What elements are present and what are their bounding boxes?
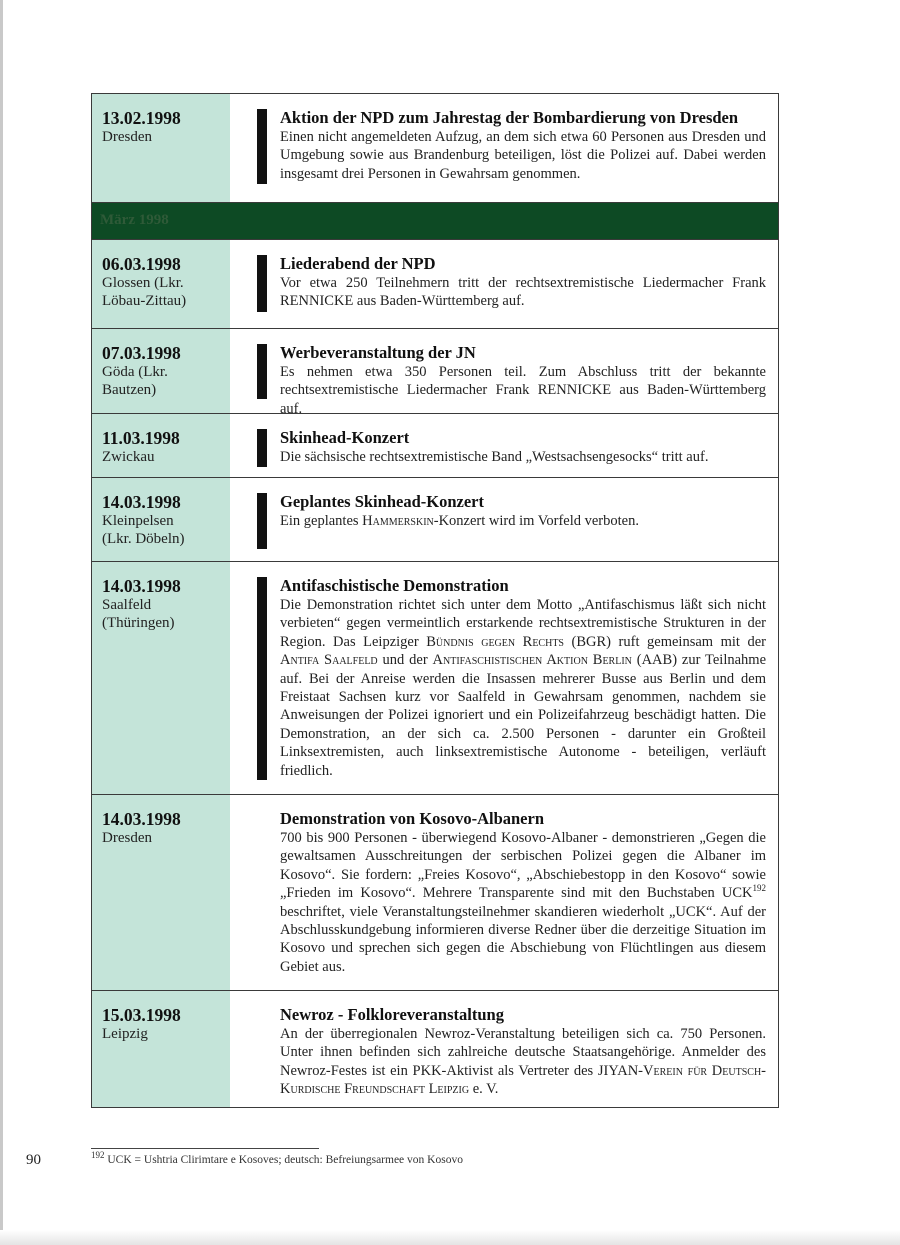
- entry-text: 700 bis 900 Personen - überwiegend Kosovo-Albaner - demonstrieren „Gegen die gewaltsamen Ausschreitungen der serbischen Polizei gegen die Albaner im Kosovo“. Sie fordern: „Freies Kosovo“, „Abschiebestopp in den Kosovo“ sowie „Frieden im Kosovo“. Mehrere Transparente sind mit den Buchstaben UCK$^{192}$ beschriftet, viele Veranstaltungsteilnehmer skandieren wiederholt „UCK“. Auf der Abschlusskundgebung informieren diverse Redner über die derzeitige Situation im Kosovo und sprechen sich gegen die Abschiebung von Flüchtlingen aus diesem Gebiet aus.: [280, 830, 766, 975]
- chronology-row: [92, 562, 778, 795]
- entry-title: Demonstration von Kosovo-Albanern: [280, 809, 545, 828]
- footnote-text: UCK = Ushtria Clirimtare e Kosoves; deutsch: Befreiungsarmee von Kosovo: [107, 1154, 463, 1166]
- entry-text: Die Demonstration richtet sich unter dem Motto „Antifaschismus läßt sich nicht verbieten“ gegen vermeintlich erstarkende rechtsextremistische Strukturen in der Region. Das Leipziger Bündnis gegen Rechts (BGR) ruft gemeinsam mit der Antifa Saalfeld und der Antifaschistischen Aktion Berlin (AAB) zur Teilnahme auf. Bei der Anreise werden die Insassen mehrerer Busse aus Berlin und dem Freistaat Sachsen kurz vor Saalfeld in Gewahrsam genommen, nachdem sie Anweisungen der Polizei ignoriert und ein Polizeifahrzeug beschädigt hatten. Die Demonstration, an der sich ca. 2.500 Personen - darunter ein Großteil Linksextremisten, auch linksextremistische Autonome - beteiligen, verläuft friedlich.: [280, 597, 767, 779]
- month-header-bar: [92, 203, 778, 240]
- entry-text: An der überregionalen Newroz-Veranstaltung beteiligen sich ca. 750 Personen. Unter ihnen befinden sich zahlreiche deutsche Staatsangehörige. Anmelder des Newroz-Festes ist ein PKK-Aktivist als Vertreter des JIYAN-Verein für Deutsch-Kurdische Freundschaft Leipzig e. V.: [280, 1026, 766, 1098]
- marker-cell: [230, 795, 280, 990]
- chronology-table: [91, 93, 779, 1108]
- content-cell: [280, 991, 778, 1107]
- chronology-row: [92, 329, 778, 417]
- scan-left-edge: [0, 0, 3, 1245]
- marker-bar: [257, 344, 267, 399]
- content-cell: [280, 329, 778, 417]
- marker-cell: [230, 478, 280, 561]
- entry-date: 07.03.1998: [102, 343, 181, 363]
- entry-text: Vor etwa 250 Teilnehmern tritt der rechtsextremistische Liedermacher Frank RENNICKE aus Baden-Württemberg auf.: [280, 275, 766, 310]
- date-cell: [92, 240, 230, 328]
- entry-text: Ein geplantes Hammerskin-Konzert wird im Vorfeld verboten.: [280, 513, 639, 529]
- entry-date: 06.03.1998: [102, 254, 181, 274]
- date-cell: [92, 94, 230, 202]
- chronology-row: [92, 414, 778, 478]
- chronology-row: [92, 240, 778, 329]
- entry-place: Göda (Lkr. Bautzen): [102, 364, 168, 398]
- entry-date: 15.03.1998: [102, 1005, 181, 1025]
- marker-bar: [257, 255, 267, 312]
- date-cell: [92, 991, 230, 1107]
- entry-place: Zwickau: [102, 449, 155, 465]
- content-cell: [280, 795, 778, 990]
- entry-text: Einen nicht angemeldeten Aufzug, an dem sich etwa 60 Personen aus Dresden und Umgebung sowie aus Brandenburg beteiligen, löst die Polizei auf. Dabei werden insgesamt drei Personen in Gewahrsam genommen.: [280, 129, 766, 182]
- entry-title: Newroz - Folkloreveranstaltung: [280, 1005, 504, 1024]
- entry-date: 14.03.1998: [102, 492, 181, 512]
- entry-title: Skinhead-Konzert: [280, 428, 410, 447]
- entry-date: 13.02.1998: [102, 108, 181, 128]
- footnote-mark: 192: [91, 1150, 105, 1161]
- date-cell: [92, 562, 230, 794]
- date-cell: [92, 414, 230, 477]
- entry-text: Die sächsische rechtsextremistische Band „Westsachsengesocks“ tritt auf.: [280, 449, 709, 465]
- content-cell: [280, 562, 778, 794]
- entry-place: Leipzig: [102, 1026, 148, 1042]
- content-cell: [280, 414, 778, 477]
- entry-title: Antifaschistische Demonstration: [280, 576, 509, 595]
- entry-place: Dresden: [102, 830, 152, 846]
- entry-place: Glossen (Lkr. Löbau-Zittau): [102, 275, 187, 309]
- marker-cell: [230, 94, 280, 202]
- entry-title: Geplantes Skinhead-Konzert: [280, 492, 484, 511]
- entry-title: Werbeveranstaltung der JN: [280, 343, 476, 362]
- entry-title: Liederabend der NPD: [280, 254, 436, 273]
- date-cell: [92, 329, 230, 413]
- page-number: 90: [26, 1152, 41, 1168]
- marker-bar: [257, 109, 267, 184]
- marker-bar: [257, 429, 267, 467]
- chronology-row: [92, 991, 778, 1107]
- marker-cell: [230, 329, 280, 413]
- content-cell: [280, 478, 778, 561]
- marker-cell: [230, 414, 280, 477]
- date-cell: [92, 795, 230, 990]
- entry-title: Aktion der NPD zum Jahrestag der Bombardierung von Dresden: [280, 108, 739, 127]
- entry-date: 14.03.1998: [102, 809, 181, 829]
- entry-place: Saalfeld (Thüringen): [102, 597, 175, 631]
- content-cell: [280, 94, 778, 202]
- entry-place: Dresden: [102, 129, 152, 145]
- chronology-row: [92, 94, 778, 203]
- marker-cell: [230, 240, 280, 328]
- footnote-divider: [91, 1148, 319, 1149]
- entry-place: Kleinpelsen (Lkr. Döbeln): [102, 513, 185, 547]
- entry-date: 11.03.1998: [102, 428, 180, 448]
- marker-bar: [257, 493, 267, 549]
- scan-bottom-edge: [0, 1230, 900, 1245]
- date-cell: [92, 478, 230, 561]
- marker-bar: [257, 577, 267, 780]
- entry-date: 14.03.1998: [102, 576, 181, 596]
- chronology-row: [92, 795, 778, 991]
- entry-text: Es nehmen etwa 350 Personen teil. Zum Abschluss tritt der bekannte rechtsextremistische Liedermacher Frank RENNICKE aus Baden-Württemberg auf.: [280, 364, 766, 417]
- footnote: [91, 1150, 463, 1166]
- content-cell: [280, 240, 778, 328]
- marker-cell: [230, 562, 280, 794]
- month-header: März 1998: [100, 212, 169, 228]
- chronology-row: [92, 478, 778, 562]
- marker-cell: [230, 991, 280, 1107]
- footnote-reference: 192: [752, 883, 766, 894]
